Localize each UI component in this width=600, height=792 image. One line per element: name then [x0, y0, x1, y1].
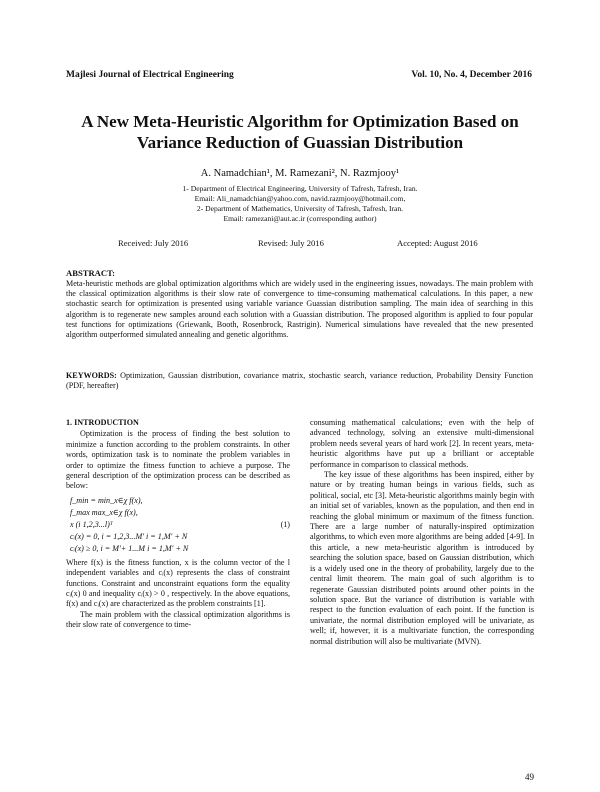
title-line-2: Variance Reduction of Guassian Distribution [136, 133, 464, 152]
keywords [66, 371, 533, 391]
abstract-heading: ABSTRACT: [66, 268, 116, 278]
keywords-text: Optimization, Gaussian distribution, covariance matrix, stochastic search, variance reduction, Probability Density Function (PDF, hereafter) [66, 371, 533, 391]
authors: A. Namadchian¹, M. Ramezani², N. Razmjooy¹ [200, 168, 400, 179]
keywords-label: KEYWORDS: [66, 371, 117, 380]
page-number: 49 [525, 772, 534, 782]
intro-paragraph-1: Optimization is the process of finding the best solution to minimize a function according to the problem constraints. In other words, optimization task is to nominate the problem variables in order to optimize the fitness function to achieve a purpose. The general description of the optimization process can be described as below: [66, 429, 290, 491]
section-heading: 1. INTRODUCTION [66, 418, 139, 427]
affiliation-2: 2- Department of Mathematics, University of Tafresh, Tafresh, Iran. [196, 204, 404, 213]
intro-paragraph-3: The main problem with the classical optimization algorithms is their slow rate of convergence to time- [66, 609, 290, 630]
affiliations [50, 184, 550, 224]
equation-line: cᵢ(x) ≥ 0, i = M′+ 1...M i = 1,M′ + N [70, 543, 189, 553]
affiliation-email-2: Email: ramezani@aut.ac.ir (corresponding author) [223, 214, 377, 223]
equation-line: f_min = min_x∈χ f(x), [70, 495, 143, 505]
intro-paragraph-2: Where f(x) is the fitness function, x is the column vector of the l independent variables and cᵢ(x) represents the class of constraint functions. Constraint and unconstraint equations form the equality cᵢ(x) 0 and inequality cᵢ(x) > 0 , respectively. In the above equations, f(x) and cᵢ(x) are characterized as the problem constraints [1]. [66, 557, 290, 609]
right-column [310, 418, 534, 647]
equation-line: f_max max_x∈χ f(x), [70, 507, 138, 517]
date-revised: Revised: July 2016 [258, 238, 324, 248]
equation-number: (1) [280, 519, 290, 529]
equation-line: x (i 1,2,3...l)ᵀ [70, 519, 113, 529]
volume-info: Vol. 10, No. 4, December 2016 [411, 70, 532, 80]
equation-line: cᵢ(x) = 0, i = 1,2,3...M′ i = 1,M′ + N [70, 531, 188, 541]
abstract-text: Meta-heuristic methods are global optimization algorithms which are widely used in the engineering issues, nowadays. The main problem with the classical optimization algorithms is their slow rate of convergence to time-consuming mathematical calculations. In this paper, a new stochastic search for optimization is presented using variable variance Guassian distribution sampling. The main idea of searching in this algorithm is to regenerate new samples around each solution with a Guassian distribution. The proposed algorithm is applied to four popular test functions for optimizations (Griewank, Booth, Rosenbrock, Rastrigin). Numerical simulations have revealed that the new presented algorithm outperformed simulated annealing and genetic algorithms. [66, 279, 533, 340]
left-column [66, 418, 290, 631]
journal-name: Majlesi Journal of Electrical Engineering [66, 70, 234, 80]
date-accepted: Accepted: August 2016 [397, 238, 478, 248]
intro-paragraph-4: consuming mathematical calculations; even with the help of advanced technology, solving an extensive multi-dimensional problem needs several years of hard work [2]. In recent years, meta-heuristic algorithms have put up a brilliant or acceptable performance in comparison to classical methods. [310, 418, 534, 469]
date-received: Received: July 2016 [118, 238, 189, 248]
title-line-1: A New Meta-Heuristic Algorithm for Optimization Based on [81, 112, 519, 131]
equation-1 [70, 495, 290, 555]
intro-paragraph-5: The key issue of these algorithms has been inspired, either by nature or by treating human beings in various fields, such as political, social, etc [3]. Meta-heuristic algorithms mainly begin with an initial set of variables, known as the population, and then end in reaching the global minimum or maximum of the fitness function. There are a large number of naturally-inspired optimization algorithms, to which even more algorithms are being added [4-9]. In this article, a new meta-heuristic algorithm is introduced by searching the solution space, based on Gaussian distribution, which is a widely used one in the theory of probability, largely due to the central limit theorem. The main goal of such algorithm is to regenerate Gaussian distributed points around other points in the solution space. But the variance of distribution is variable with respect to the function evaluation of each point. If the function is univariate, the normal distribution employed will be univariate, as well; if, however, it is a multivariate function, the corresponding normal distribution will also be multivariate (MVN). [310, 470, 534, 646]
affiliation-email-1: Email: Ali_namadchian@yahoo.com, navid.razmjooy@hotmail.com, [194, 194, 406, 203]
paper-title [50, 111, 550, 153]
affiliation-1: 1- Department of Electrical Engineering, University of Tafresh, Tafresh, Iran. [182, 184, 418, 193]
